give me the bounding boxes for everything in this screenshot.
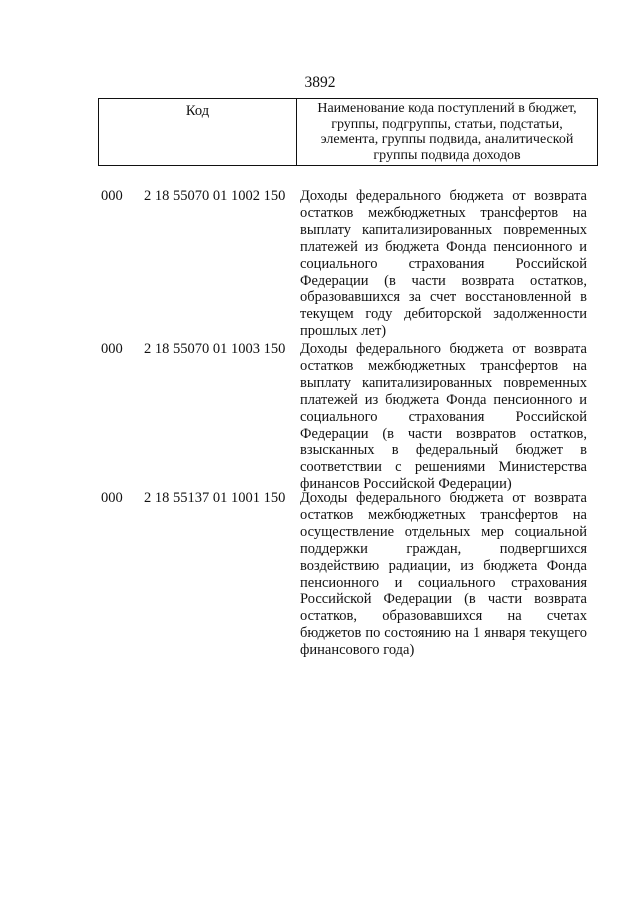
page-number: 3892 [304, 74, 336, 91]
description-line: пенсионного и социального страхования [300, 574, 587, 591]
description-line: образовавшихся за счет восстановленной в [300, 289, 587, 306]
description-line: воздействию радиации, из бюджета Фонда [300, 557, 587, 574]
revenue-description [300, 188, 587, 340]
description-line: взысканных в федеральный бюджет в [300, 442, 587, 459]
name-header-line: Наименование кода поступлений в бюджет, [317, 101, 577, 116]
description-line: бюджетов по состоянию на 1 января текущего [300, 625, 587, 642]
description-line: платежей из бюджета Фонда пенсионного и [300, 238, 587, 255]
name-header-line: группы, подгруппы, статьи, подстатьи, [331, 116, 563, 132]
description-line: остатков межбюджетных трансфертов на [300, 357, 587, 374]
description-line: социального страхования Российской [300, 408, 587, 425]
admin-code: 000 [101, 188, 123, 204]
admin-code: 000 [101, 341, 123, 357]
name-header-line: группы подвида доходов [373, 147, 521, 163]
revenue-code: 2 18 55137 01 1001 150 [144, 490, 286, 506]
code-column-header: Код [99, 99, 297, 165]
description-line: остатков межбюджетных трансфертов на [300, 506, 587, 523]
description-line: Доходы федерального бюджета от возврата [300, 341, 587, 357]
admin-code: 000 [101, 490, 123, 506]
description-line: выплату капитализированных повременных [300, 374, 587, 391]
revenue-description [300, 490, 587, 659]
revenue-code: 2 18 55070 01 1003 150 [144, 341, 286, 357]
description-line: Доходы федерального бюджета от возврата [300, 490, 587, 506]
description-line: остатков межбюджетных трансфертов на [300, 204, 587, 221]
description-line: соответствии с решениями Министерства [300, 459, 587, 476]
revenue-description [300, 341, 587, 493]
description-line: Доходы федерального бюджета от возврата [300, 188, 587, 204]
description-line: Федерации (в части возвратов остатков, [300, 425, 587, 442]
revenue-code: 2 18 55070 01 1002 150 [144, 188, 286, 204]
description-line: Российской Федерации (в части возврата [300, 591, 587, 608]
description-line: выплату капитализированных повременных [300, 221, 587, 238]
description-line: финансового года) [300, 642, 415, 659]
description-line: прошлых лет) [300, 323, 387, 340]
description-line: Федерации (в части возврата остатков, [300, 272, 587, 289]
description-line: текущем году дебиторской задолженности [300, 306, 587, 323]
name-column-header [297, 99, 597, 165]
table-header [98, 98, 598, 166]
description-line: остатков, образовавшихся на счетах [300, 608, 587, 625]
name-header-line: элемента, группы подвида, аналитической [320, 132, 574, 147]
description-line: финансов Российской Федерации) [300, 476, 512, 493]
description-line: социального страхования Российской [300, 255, 587, 272]
description-line: осуществление отдельных мер социальной [300, 523, 587, 540]
description-line: платежей из бюджета Фонда пенсионного и [300, 391, 587, 408]
description-line: поддержки граждан, подвергшихся [300, 540, 587, 557]
